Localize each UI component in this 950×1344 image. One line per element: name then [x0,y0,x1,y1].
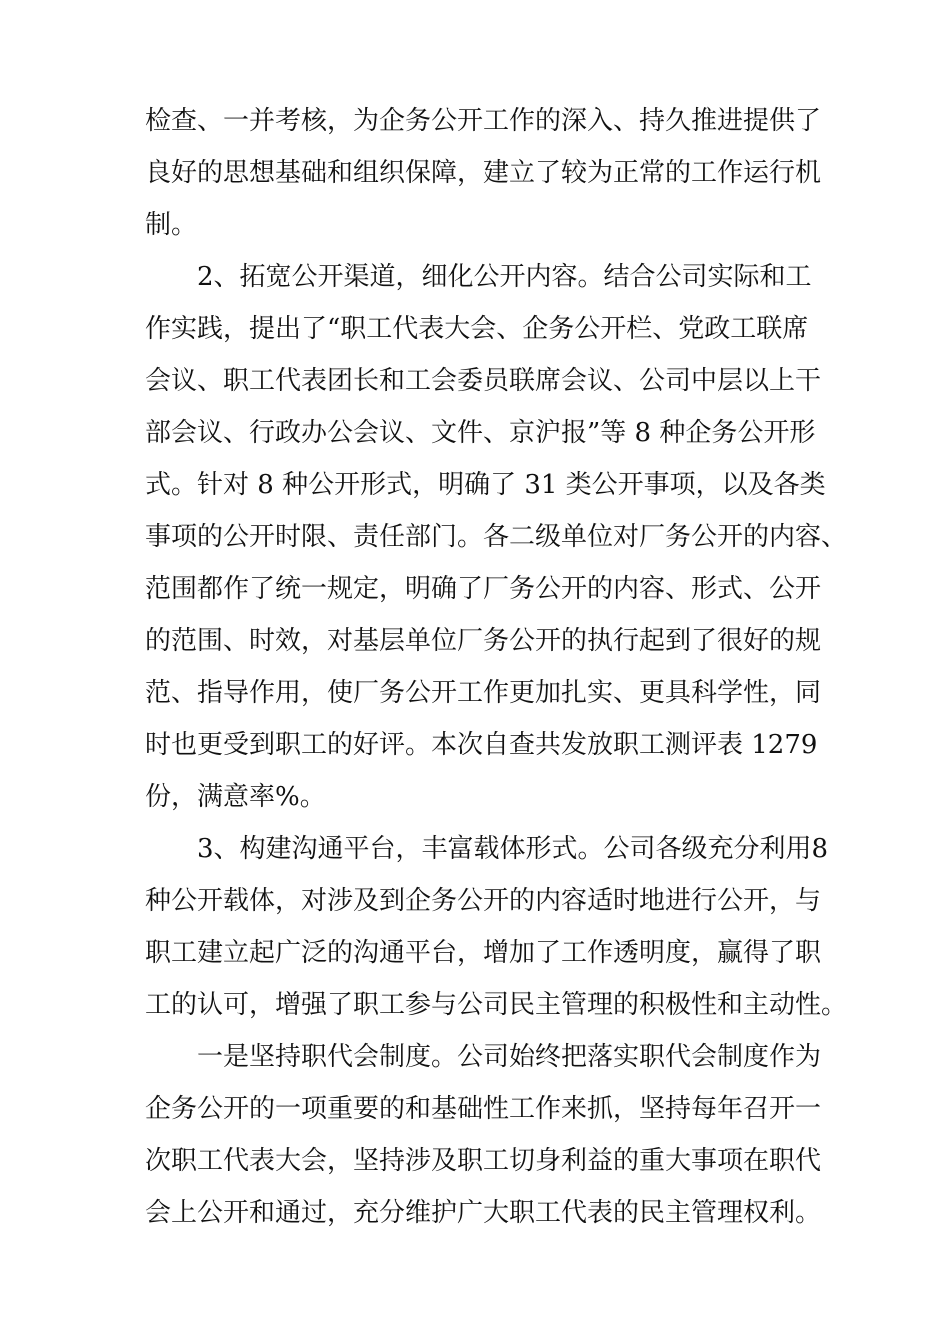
text-line: 部会议、行政办公会议、文件、京沪报”等 8 种企务公开形 [145,418,816,448]
text-line: 企务公开的一项重要的和基础性工作来抓，坚持每年召开一 [145,1094,822,1124]
text-line: 范围都作了统一规定，明确了厂务公开的内容、形式、公开 [145,574,822,604]
text-line: 事项的公开时限、责任部门。各二级单位对厂务公开的内容、 [145,522,848,552]
text-line: 时也更受到职工的好评。本次自查共发放职工测评表 1279 [145,730,818,760]
text-line: 制。 [145,210,198,240]
text-line: 一是坚持职代会制度。公司始终把落实职代会制度作为 [197,1042,822,1072]
text-line: 式。针对 8 种公开形式，明确了 31 类公开事项，以及各类 [145,470,826,500]
text-line: 种公开载体，对涉及到企务公开的内容适时地进行公开，与 [145,886,822,916]
text-line: 3、构建沟通平台，丰富载体形式。公司各级充分利用8 [197,834,829,864]
document-body [145,95,848,1239]
text-line: 的范围、时效，对基层单位厂务公开的执行起到了很好的规 [145,626,822,656]
text-line: 范、指导作用，使厂务公开工作更加扎实、更具科学性，同 [145,678,822,708]
text-line: 检查、一并考核，为企务公开工作的深入、持久推进提供了 [145,106,822,136]
text-line: 会上公开和通过，充分维护广大职工代表的民主管理权利。 [145,1198,822,1228]
text-line: 职工建立起广泛的沟通平台，增加了工作透明度，赢得了职 [145,938,822,968]
text-line: 会议、职工代表团长和工会委员联席会议、公司中层以上干 [145,366,822,396]
text-line: 工的认可，增强了职工参与公司民主管理的积极性和主动性。 [145,990,848,1020]
text-line: 次职工代表大会，坚持涉及职工切身利益的重大事项在职代 [145,1146,822,1176]
text-line: 份，满意率%。 [145,782,326,812]
text-line: 良好的思想基础和组织保障，建立了较为正常的工作运行机 [145,158,822,188]
text-line: 2、拓宽公开渠道，细化公开内容。结合公司实际和工 [197,262,812,292]
text-line: 作实践，提出了“职工代表大会、企务公开栏、党政工联席 [145,314,809,344]
